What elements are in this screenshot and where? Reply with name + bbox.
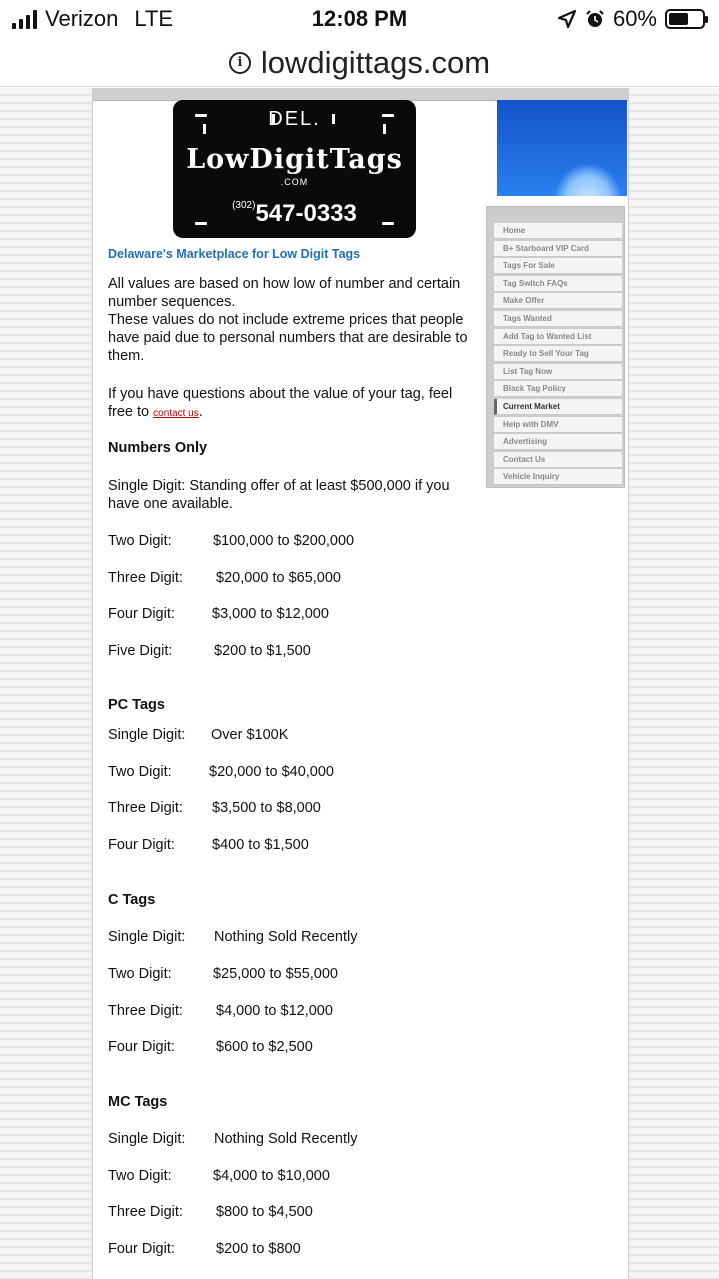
price-row-value: $800 to $4,500 bbox=[216, 1204, 313, 1221]
logo-name: LowDigitTags bbox=[186, 144, 403, 175]
carrier-name: Verizon bbox=[45, 6, 119, 31]
header-sky-image bbox=[497, 100, 627, 196]
price-row-value: $25,000 to $55,000 bbox=[213, 965, 338, 982]
url-text[interactable]: lowdigittags.com bbox=[260, 45, 491, 80]
questions-paragraph bbox=[108, 385, 478, 423]
price-row-label: Two Digit: bbox=[108, 1167, 172, 1184]
location-arrow-icon bbox=[557, 9, 577, 29]
network-type: LTE bbox=[134, 6, 174, 31]
price-row-label: Two Digit: bbox=[108, 533, 172, 549]
price-row-value: $100,000 to $200,000 bbox=[213, 533, 355, 549]
price-row-label: Two Digit: bbox=[108, 965, 172, 982]
price-row-value: $200 to $1,500 bbox=[214, 643, 311, 660]
status-right bbox=[557, 6, 705, 32]
sidebar-item-tags-wanted[interactable]: Tags Wanted bbox=[494, 311, 622, 327]
price-row-label: Three Digit: bbox=[108, 569, 183, 586]
pc-tags-heading: PC Tags bbox=[108, 697, 165, 713]
price-row-label: Two Digit: bbox=[108, 763, 172, 780]
price-row-label: Four Digit: bbox=[108, 1240, 175, 1257]
intro-paragraph-2: These values do not include extreme prices that people have paid due to personal numbers that are desirable to them. bbox=[108, 312, 468, 364]
page-tagline: Delaware's Marketplace for Low Digit Tags bbox=[108, 247, 361, 261]
price-row-value: Nothing Sold Recently bbox=[214, 929, 358, 945]
price-row-value: $600 to $2,500 bbox=[216, 1039, 313, 1056]
price-row-value: $20,000 to $40,000 bbox=[209, 763, 334, 780]
price-row-value: $4,000 to $12,000 bbox=[216, 1002, 333, 1019]
sidebar-item-advertising[interactable]: Advertising bbox=[494, 434, 622, 450]
c-tags-heading: C Tags bbox=[108, 892, 156, 908]
site-logo[interactable] bbox=[173, 100, 416, 238]
battery-fill bbox=[669, 13, 688, 25]
price-row-label: Four Digit: bbox=[108, 1039, 175, 1056]
price-row-value: $200 to $800 bbox=[216, 1240, 301, 1257]
status-time: 12:08 PM bbox=[311, 6, 408, 31]
sidebar-item-make-offer[interactable]: Make Offer bbox=[494, 293, 622, 309]
mc-tags-heading: MC Tags bbox=[108, 1094, 168, 1110]
questions-period: . bbox=[198, 404, 203, 420]
price-row-value: Nothing Sold Recently bbox=[214, 1131, 358, 1147]
sidebar-item-contact-us[interactable]: Contact Us bbox=[494, 452, 622, 468]
sidebar-nav bbox=[486, 206, 625, 488]
price-row-value: $400 to $1,500 bbox=[212, 837, 309, 854]
numbers-only-heading: Numbers Only bbox=[108, 440, 208, 456]
price-row-label: Four Digit: bbox=[108, 837, 175, 854]
price-row-value: $4,000 to $10,000 bbox=[213, 1167, 330, 1184]
battery-percent: 60% bbox=[612, 6, 657, 31]
status-bar bbox=[0, 0, 719, 40]
logo-phone bbox=[173, 200, 416, 228]
sidebar-item-tag-switch-faqs[interactable]: Tag Switch FAQs bbox=[494, 276, 622, 292]
sidebar-item-home[interactable]: Home bbox=[494, 223, 622, 239]
price-row-label: Three Digit: bbox=[108, 1204, 183, 1221]
info-icon[interactable]: i bbox=[229, 52, 251, 74]
sidebar-item-b-starboard-vip-card[interactable]: B+ Starboard VIP Card bbox=[494, 241, 622, 257]
sidebar-item-current-market[interactable]: Current Market bbox=[494, 399, 622, 415]
alarm-clock-icon bbox=[585, 9, 605, 29]
sidebar-item-black-tag-policy[interactable]: Black Tag Policy bbox=[494, 381, 622, 397]
price-row-label: Three Digit: bbox=[108, 800, 183, 817]
sidebar-item-help-with-dmv[interactable]: Help with DMV bbox=[494, 417, 622, 433]
sidebar-item-ready-to-sell-your-tag[interactable]: Ready to Sell Your Tag bbox=[494, 346, 622, 362]
contact-us-link[interactable]: contact us bbox=[153, 408, 199, 419]
sidebar-item-list-tag-now[interactable]: List Tag Now bbox=[494, 364, 622, 380]
logo-phone-number: 547-0333 bbox=[255, 200, 357, 227]
price-row-value: Over $100K bbox=[211, 727, 289, 743]
address-bar[interactable] bbox=[0, 40, 719, 87]
page-container bbox=[92, 88, 629, 1279]
logo-area-code: (302) bbox=[232, 200, 256, 211]
numbers-only-single-digit: Single Digit: Standing offer of at least $500,000 if you have one available. bbox=[108, 478, 450, 512]
logo-state: DEL. bbox=[268, 108, 321, 130]
price-row-label: Four Digit: bbox=[108, 606, 175, 623]
logo-tld: .COM bbox=[280, 177, 309, 187]
price-row-value: $20,000 to $65,000 bbox=[216, 569, 341, 586]
price-row-label: Single Digit: bbox=[108, 1131, 186, 1147]
battery-icon bbox=[665, 9, 705, 29]
price-row-label: Three Digit: bbox=[108, 1002, 183, 1019]
questions-text: If you have questions about the value of your tag, feel free to bbox=[108, 386, 453, 420]
price-row-value: $3,500 to $8,000 bbox=[212, 800, 321, 817]
price-row-label: Five Digit: bbox=[108, 643, 173, 660]
sidebar-item-vehicle-inquiry[interactable]: Vehicle Inquiry bbox=[494, 469, 622, 485]
price-row-label: Single Digit: bbox=[108, 727, 186, 743]
price-row-label: Single Digit: bbox=[108, 929, 186, 945]
sidebar-item-add-tag-to-wanted-list[interactable]: Add Tag to Wanted List bbox=[494, 329, 622, 345]
intro-paragraph-1: All values are based on how low of number and certain number sequences. bbox=[108, 276, 461, 310]
sidebar-item-tags-for-sale[interactable]: Tags For Sale bbox=[494, 258, 622, 274]
price-row-value: $3,000 to $12,000 bbox=[212, 606, 329, 623]
